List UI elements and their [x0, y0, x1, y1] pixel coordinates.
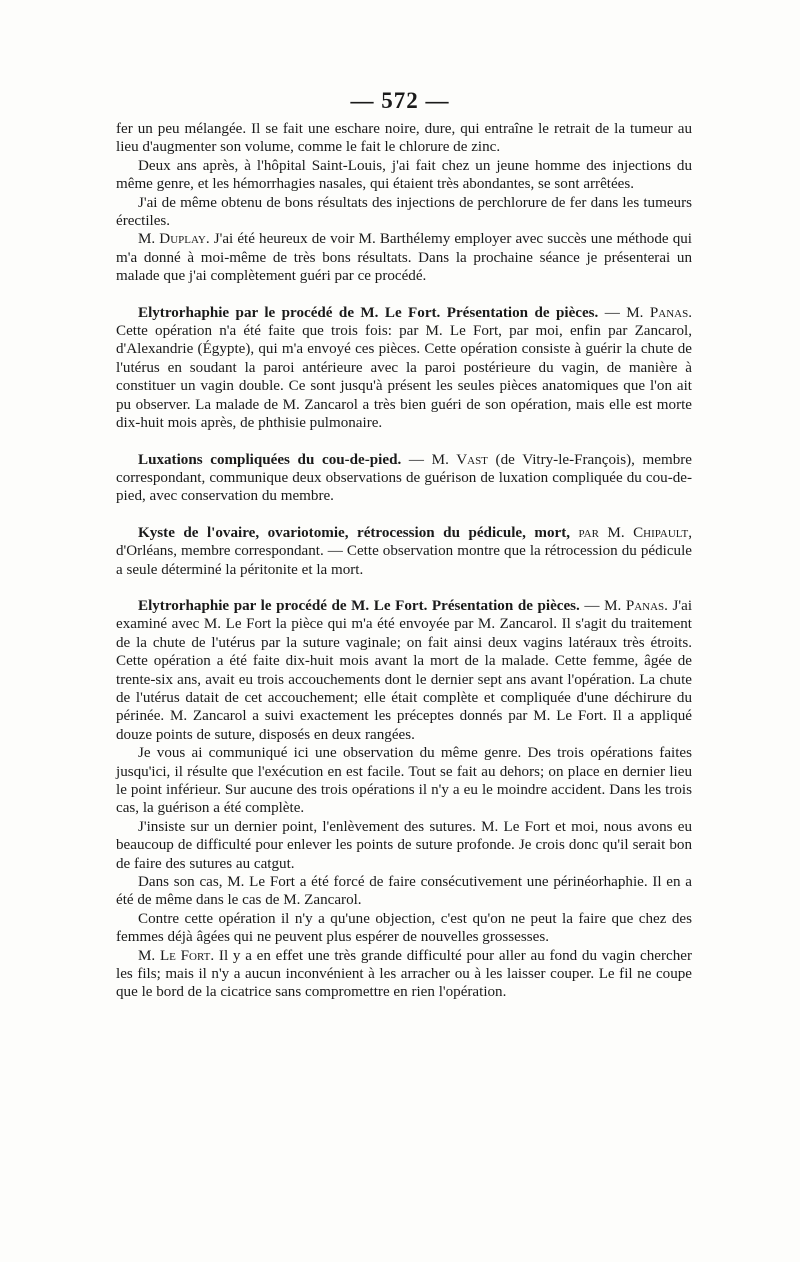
- section-paragraph: Elytrorhaphie par le procédé de M. Le Fort. Présentation de pièces. — M. Panas. Cette opération n'a été faite que trois fois: par M. Le Fort, par moi, enfin par Zancarol, d'Alexandrie (Égypte), qui m'a envoyé ces pièces. Cette opération consiste à guérir la chute de l'utérus en soudant la paroi antérieure avec la paroi postérieure du vagin, de manière à constituer un vagin double. Ce sont jusqu'à présent les seules pièces anatomiques que l'on ait pu observer. La malade de M. Zancarol a très bien guéri de son opération, mais elle est morte dix-huit mois après, de phthisie pulmonaire.: [116, 304, 692, 432]
- section-paragraph: Kyste de l'ovaire, ovariotomie, rétrocession du pédicule, mort, par M. Chipault, d'Orléans, membre correspondant. — Cette observation montre que la rétrocession du pédicule a seule déterminé la péritonite et la mort.: [116, 524, 692, 578]
- paragraph: Deux ans après, à l'hôpital Saint-Louis, j'ai fait chez un jeune homme des injections du même genre, et les hémorrhagies nasales, qui étaient très abondantes, se sont arrêtées.: [116, 157, 692, 193]
- section-heading: Elytrorhaphie par le procédé de M. Le Fort. Présentation de pièces.: [138, 597, 580, 614]
- paragraph: Dans son cas, M. Le Fort a été forcé de faire consécutivement une périnéorhaphie. Il en a été de même dans le cas de M. Zancarol.: [116, 874, 692, 909]
- text-column: [116, 120, 692, 1002]
- section-heading: Kyste de l'ovaire, ovariotomie, rétrocession du pédicule, mort,: [138, 524, 571, 541]
- speaker-name: — M. Panas.: [604, 304, 692, 321]
- section-heading: Luxations compliquées du cou-de-pied.: [138, 451, 402, 468]
- section-paragraph: Luxations compliquées du cou-de-pied. — M. Vast (de Vitry-le-François), membre correspondant, communique deux observations de guérison de luxation compliquée du cou-de-pied, avec conservation du membre.: [116, 451, 692, 505]
- speaker-name: M. Le Fort.: [138, 947, 215, 964]
- speaker-name: par M. Chipault,: [570, 524, 692, 541]
- paragraph: Je vous ai communiqué ici une observation du même genre. Des trois opérations faites jusqu'ici, il résulte que l'exécution en est facile. Tout se fait au dehors; on place en dernier lieu le point inférieur. Sur aucune des trois opérations il n'y a eu le moindre accident. Dans les trois cas, la guérison a été complète.: [116, 745, 692, 817]
- speaker-name: — M. Panas.: [584, 597, 668, 614]
- section-paragraph: Elytrorhaphie par le procédé de M. Le Fort. Présentation de pièces. — M. Panas. J'ai examiné avec M. Le Fort la pièce qui m'a été envoyée par M. Zancarol. Il s'agit du traitement de la chute de l'utérus par la suture vaginale; on fait ainsi deux vagins latéraux très étroits. Cette opération a été faite dix-huit mois avant la mort de la malade. Cette femme, âgée de trente-six ans, avait eu trois accouchements dont le dernier sept ans avant l'opération. La chute de l'utérus datait de cet accouchement; elle était complète et compliquée d'une déchirure du périnée. M. Zancarol a suivi exactement les préceptes donnés par M. Le Fort. Il a appliqué douze points de suture, disposés en deux rangées.: [116, 597, 693, 743]
- speaker-name: — M. Vast: [408, 451, 488, 468]
- page-number: — 572 —: [350, 88, 450, 113]
- paragraph: J'ai de même obtenu de bons résultats des injections de perchlorure de fer dans les tumeurs érectiles.: [116, 194, 692, 230]
- paragraph: M. Le Fort. Il y a en effet une très grande difficulté pour aller au fond du vagin chercher les fils; mais il n'y a aucun inconvénient à les arracher ou à les laisser couper. Le fil ne coupe que le bord de la cicatrice sans compromettre en rien l'opération.: [116, 947, 692, 1001]
- paragraph: J'insiste sur un dernier point, l'enlèvement des sutures. M. Le Fort et moi, nous avons eu beaucoup de difficulté pour enlever les points de suture profonde. Je crois donc qu'il serait bon de faire des sutures au catgut.: [116, 818, 692, 872]
- speaker-name: M. Duplay.: [138, 231, 210, 248]
- paragraph: Contre cette opération il n'y a qu'une objection, c'est qu'on ne peut la faire que chez des femmes déjà âgées qui ne peuvent plus espérer de nouvelles grossesses.: [116, 910, 692, 946]
- section-heading: Elytrorhaphie par le procédé de M. Le Fort. Présentation de pièces.: [138, 304, 599, 321]
- paragraph: M. Duplay. J'ai été heureux de voir M. Barthélemy employer avec succès une méthode qui m'a donné à moi-même de très bons résultats. Dans la prochaine séance je présenterai un malade que j'ai complètement guéri par ce procédé.: [116, 231, 692, 285]
- paragraph: fer un peu mélangée. Il se fait une eschare noire, dure, qui entraîne le retrait de la tumeur au lieu d'augmenter son volume, comme le fait le chlorure de zinc.: [116, 121, 692, 156]
